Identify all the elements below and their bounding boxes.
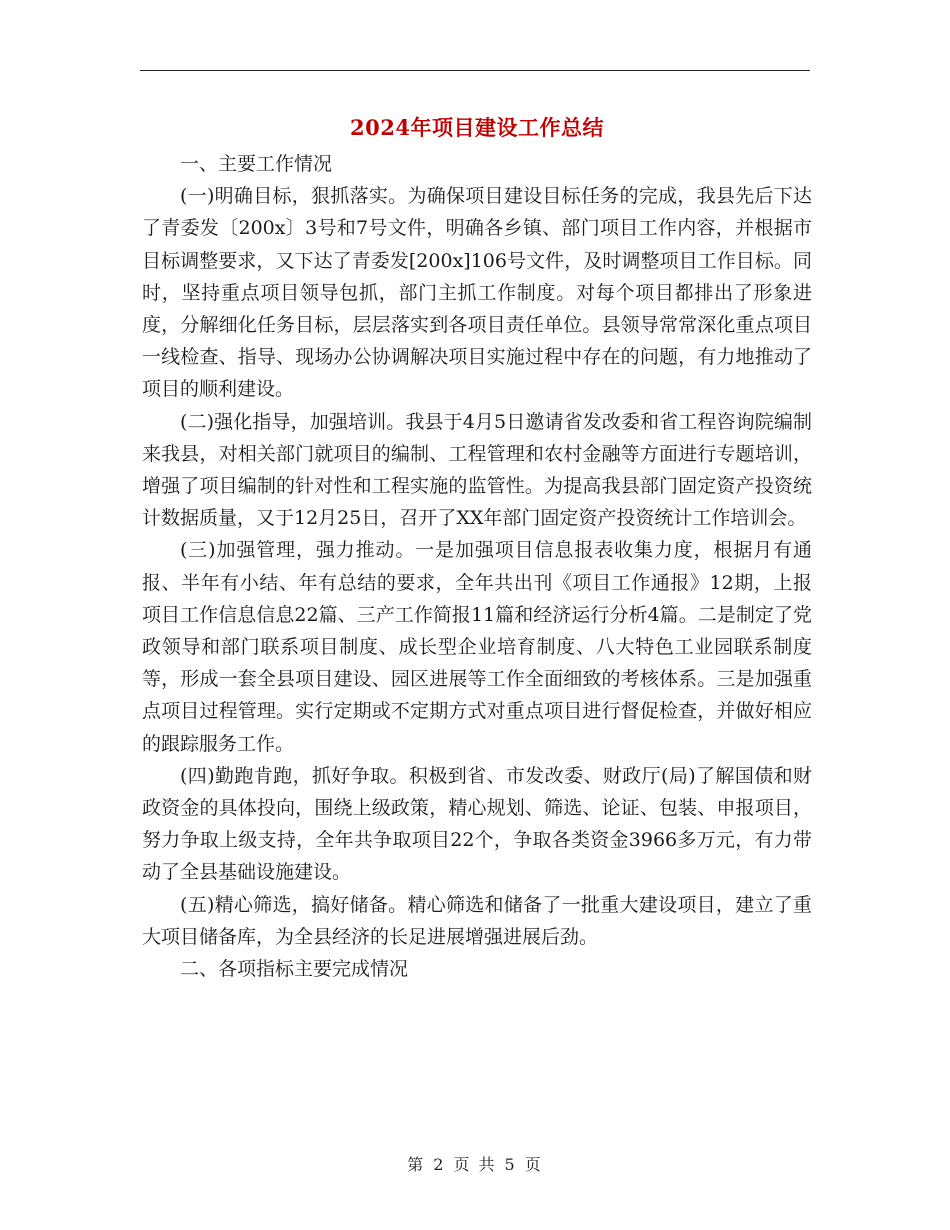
footer-suffix: 页	[524, 1155, 543, 1174]
paragraph-5: (五)精心筛选，搞好储备。精心筛选和储备了一批重大建设项目，建立了重大项目储备库，为全县经济的长足进展增强进展后劲。	[142, 893, 812, 948]
paragraph-1: (一)明确目标，狠抓落实。为确保项目建设目标任务的完成，我县先后下达了青委发〔200x〕3号和7号文件，明确各乡镇、部门项目工作内容，并根据市目标调整要求，又下达了青委发[200x]106号文件，及时调整项目工作目标。同时，坚持重点项目领导包抓，部门主抓工作制度。对每个项目都排出了形象进度，分解细化任务目标，层层落实到各项目责任单位。县领导常常深化重点项目一线检查、指导、现场办公协调解决项目实施过程中存在的问题，有力地推动了项目的顺利建设。	[142, 185, 812, 401]
paragraph-2: (二)强化指导，加强培训。我县于4月5日邀请省发改委和省工程咨询院编制来我县，对相关部门就项目的编制、工程管理和农村金融等方面进行专题培训，增强了项目编制的针对性和工程实施的监管性。为提高我县部门固定资产投资统计数据质量，又于12月25日，召开了XX年部门固定资产投资统计工作培训会。	[142, 410, 812, 530]
header-rule	[140, 70, 810, 71]
section-heading-2: 二、各项指标主要完成情况	[180, 958, 409, 981]
footer-middle: 页 共	[453, 1155, 497, 1174]
footer-total-pages: 5	[504, 1155, 517, 1174]
paragraph-3: (三)加强管理，强力推动。一是加强项目信息报表收集力度，根据月有通报、半年有小结、年有总结的要求，全年共出刊《项目工作通报》12期，上报项目工作信息信息22篇、三产工作简报11篇和经济运行分析4篇。二是制定了党政领导和部门联系项目制度、成长型企业培育制度、八大特色工业园联系制度等，形成一套全县项目建设、园区进展等工作全面细致的考核体系。三是加强重点项目过程管理。实行定期或不定期方式对重点项目进行督促检查，并做好相应的跟踪服务工作。	[142, 539, 812, 755]
section-heading-1: 一、主要工作情况	[180, 153, 333, 175]
footer-prefix: 第	[407, 1155, 426, 1174]
footer-current-page: 2	[433, 1155, 446, 1174]
document-title: 2024年项目建设工作总结	[350, 115, 604, 140]
paragraph-4: (四)勤跑肯跑，抓好争取。积极到省、市发改委、财政厅(局)了解国债和财政资金的具体投向，围绕上级政策，精心规划、筛选、论证、包装、申报项目，努力争取上级支持，全年共争取项目22个，争取各类资金3966多万元，有力带动了全县基础设施建设。	[142, 764, 812, 884]
page-footer	[0, 1152, 950, 1175]
document-body	[142, 108, 812, 985]
